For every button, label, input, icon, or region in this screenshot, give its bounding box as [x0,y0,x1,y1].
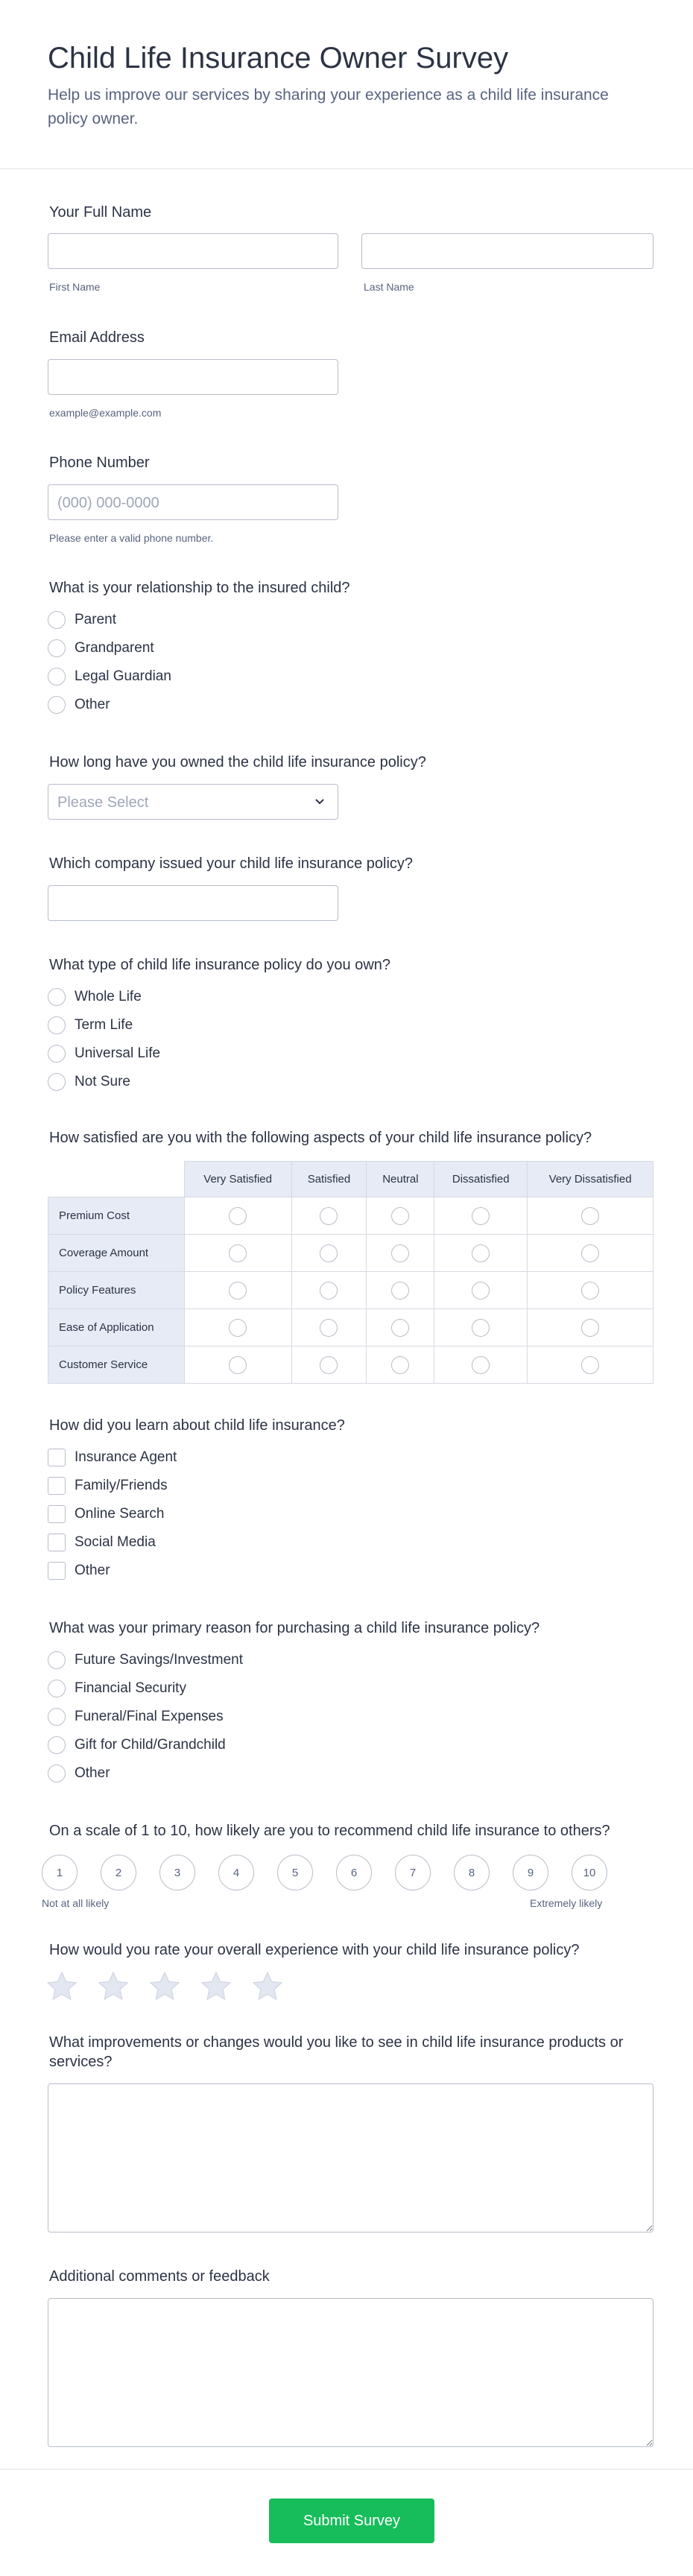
relationship-option[interactable]: Parent [48,606,171,634]
matrix-column-header: Very Dissatisfied [528,1162,654,1197]
radio-button[interactable] [391,1356,409,1374]
phone-sublabel: Please enter a valid phone number. [49,532,214,544]
policy-type-option[interactable]: Term Life [48,1011,160,1039]
matrix-column-header: Very Satisfied [184,1162,291,1197]
radio-button[interactable] [472,1207,490,1225]
radio-button[interactable] [472,1319,490,1337]
matrix-row-label: Policy Features [48,1272,185,1309]
matrix-cell[interactable] [184,1309,291,1346]
checkbox[interactable] [48,1534,66,1551]
first-name-sublabel: First Name [49,281,101,293]
matrix-row-label: Coverage Amount [48,1235,185,1272]
scale-min-label: Not at all likely [42,1897,110,1909]
relationship-option[interactable]: Other [48,691,171,719]
duration-label: How long have you owned the child life insurance policy? [49,754,426,770]
submit-button[interactable]: Submit Survey [269,2499,434,2543]
checkbox[interactable] [48,1562,66,1580]
star-icon[interactable] [250,1969,285,2004]
matrix-cell[interactable] [184,1197,291,1235]
reason-option[interactable]: Funeral/Final Expenses [48,1703,243,1731]
policy-type-options [48,983,160,1096]
matrix-row-label: Customer Service [48,1346,185,1384]
radio-button[interactable] [48,611,66,629]
rating-label: How would you rate your overall experience with your child life insurance policy? [49,1942,580,1958]
radio-button[interactable] [581,1319,599,1337]
matrix-cell[interactable] [291,1235,367,1272]
matrix-row-label: Premium Cost [48,1197,185,1235]
learned-option[interactable]: Insurance Agent [48,1443,177,1472]
radio-button[interactable] [229,1244,247,1262]
relationship-option[interactable]: Legal Guardian [48,662,171,691]
radio-button[interactable] [581,1207,599,1225]
email-sublabel: example@example.com [49,407,162,419]
company-input[interactable] [48,885,338,921]
comments-textarea[interactable] [48,2298,654,2447]
radio-button[interactable] [48,1045,66,1063]
matrix-cell[interactable] [528,1235,654,1272]
recommend-scale [42,1855,607,1890]
radio-button[interactable] [391,1244,409,1262]
page-title: Child Life Insurance Owner Survey [48,42,509,75]
duration-placeholder: Please Select [57,794,149,811]
radio-button[interactable] [48,1016,66,1034]
matrix-column-header: Neutral [367,1162,434,1197]
scale-option[interactable]: 3 [159,1855,195,1890]
last-name-input[interactable] [361,233,654,269]
scale-option[interactable]: 7 [395,1855,431,1890]
scale-option[interactable]: 2 [101,1855,136,1890]
policy-type-option[interactable]: Not Sure [48,1068,160,1096]
scale-option[interactable]: 6 [336,1855,372,1890]
matrix-cell[interactable] [434,1197,528,1235]
matrix-cell[interactable] [367,1197,434,1235]
scale-option[interactable]: 10 [572,1855,607,1890]
radio-button[interactable] [229,1207,247,1225]
matrix-cell[interactable] [184,1272,291,1309]
recommend-label: On a scale of 1 to 10, how likely are you to recommend child life insurance to others? [49,1823,610,1839]
matrix-cell[interactable] [367,1309,434,1346]
matrix-column-header: Satisfied [291,1162,367,1197]
last-name-sublabel: Last Name [364,281,414,293]
phone-placeholder: (000) 000-0000 [57,495,159,511]
improvements-label: What improvements or changes would you like to see in child life insurance products or services? [49,2034,624,2070]
scale-option[interactable]: 1 [42,1855,77,1890]
matrix-cell[interactable] [291,1197,367,1235]
scale-max-label: Extremely likely [530,1897,603,1909]
radio-button[interactable] [472,1356,490,1374]
radio-button[interactable] [48,1736,66,1754]
radio-button[interactable] [48,1073,66,1091]
matrix-row [48,1235,654,1272]
radio-button[interactable] [320,1207,338,1225]
learned-option[interactable]: Social Media [48,1528,177,1557]
checkbox[interactable] [48,1477,66,1495]
radio-button[interactable] [581,1282,599,1300]
matrix-cell[interactable] [291,1309,367,1346]
reason-option[interactable]: Future Savings/Investment [48,1646,243,1674]
reason-option[interactable]: Financial Security [48,1674,243,1703]
radio-button[interactable] [48,639,66,657]
radio-button[interactable] [48,1680,66,1697]
checkbox[interactable] [48,1505,66,1523]
scale-option[interactable]: 4 [218,1855,254,1890]
learned-option[interactable]: Online Search [48,1500,177,1528]
matrix-cell[interactable] [434,1346,528,1384]
matrix-column-header: Dissatisfied [434,1162,528,1197]
radio-button[interactable] [48,668,66,686]
reason-option[interactable]: Gift for Child/Grandchild [48,1731,243,1759]
relationship-options [48,606,171,719]
radio-button[interactable] [581,1244,599,1262]
matrix-row-label: Ease of Application [48,1309,185,1346]
email-input[interactable] [48,359,338,395]
radio-button[interactable] [320,1319,338,1337]
radio-button[interactable] [48,696,66,714]
improvements-textarea[interactable] [48,2083,654,2232]
matrix-cell[interactable] [367,1272,434,1309]
matrix-cell[interactable] [528,1309,654,1346]
matrix-cell[interactable] [184,1235,291,1272]
learned-options [48,1443,177,1585]
radio-button[interactable] [229,1319,247,1337]
radio-button[interactable] [48,988,66,1006]
matrix-row [48,1197,654,1235]
matrix-cell[interactable] [528,1272,654,1309]
radio-button[interactable] [391,1319,409,1337]
matrix-corner [48,1162,185,1197]
radio-button[interactable] [48,1765,66,1782]
full-name-label: Your Full Name [49,204,152,221]
satisfaction-matrix [48,1161,654,1384]
radio-button[interactable] [581,1356,599,1374]
reason-options [48,1646,243,1788]
duration-select[interactable] [48,784,338,820]
scale-option[interactable]: 8 [454,1855,490,1890]
matrix-cell[interactable] [184,1346,291,1384]
matrix-cell[interactable] [291,1272,367,1309]
policy-type-option[interactable]: Whole Life [48,983,160,1011]
relationship-label: What is your relationship to the insured child? [49,580,350,596]
matrix-cell[interactable] [528,1197,654,1235]
star-icon[interactable] [199,1969,233,2004]
matrix-cell[interactable] [367,1346,434,1384]
matrix-row [48,1346,654,1384]
matrix-row [48,1309,654,1346]
comments-label: Additional comments or feedback [49,2268,270,2285]
chevron-down-icon [312,794,327,809]
checkbox[interactable] [48,1449,66,1466]
learned-option[interactable]: Family/Friends [48,1472,177,1500]
company-label: Which company issued your child life insurance policy? [49,855,414,872]
policy-type-option[interactable]: Universal Life [48,1039,160,1068]
radio-button[interactable] [229,1356,247,1374]
scale-option[interactable]: 5 [277,1855,313,1890]
star-icon[interactable] [148,1969,182,2004]
reason-label: What was your primary reason for purchasing a child life insurance policy? [49,1620,540,1636]
form-header [0,0,693,169]
matrix-cell[interactable] [434,1309,528,1346]
radio-button[interactable] [320,1356,338,1374]
first-name-input[interactable] [48,233,338,269]
radio-button[interactable] [48,1651,66,1669]
matrix-cell[interactable] [434,1272,528,1309]
matrix-cell[interactable] [291,1346,367,1384]
page-description: Help us improve our services by sharing your experience as a child life insurance policy owner. [48,86,609,127]
star-rating [45,1969,302,2004]
scale-option[interactable]: 9 [513,1855,548,1890]
phone-input[interactable] [48,484,338,520]
learned-label: How did you learn about child life insurance? [49,1417,345,1434]
radio-button[interactable] [472,1244,490,1262]
satisfaction-label: How satisfied are you with the following aspects of your child life insurance policy? [49,1130,592,1146]
radio-button[interactable] [229,1282,247,1300]
radio-button[interactable] [472,1282,490,1300]
policy-type-label: What type of child life insurance policy do you own? [49,957,391,973]
matrix-row [48,1272,654,1309]
phone-label: Phone Number [49,455,150,471]
radio-button[interactable] [320,1244,338,1262]
matrix-cell[interactable] [434,1235,528,1272]
star-icon[interactable] [45,1969,79,2004]
star-icon[interactable] [96,1969,130,2004]
radio-button[interactable] [391,1282,409,1300]
relationship-option[interactable]: Grandparent [48,634,171,662]
matrix-cell[interactable] [367,1235,434,1272]
learned-option[interactable]: Other [48,1557,177,1585]
reason-option[interactable]: Other [48,1759,243,1788]
matrix-cell[interactable] [528,1346,654,1384]
radio-button[interactable] [48,1708,66,1726]
radio-button[interactable] [391,1207,409,1225]
radio-button[interactable] [320,1282,338,1300]
email-label: Email Address [49,329,145,346]
